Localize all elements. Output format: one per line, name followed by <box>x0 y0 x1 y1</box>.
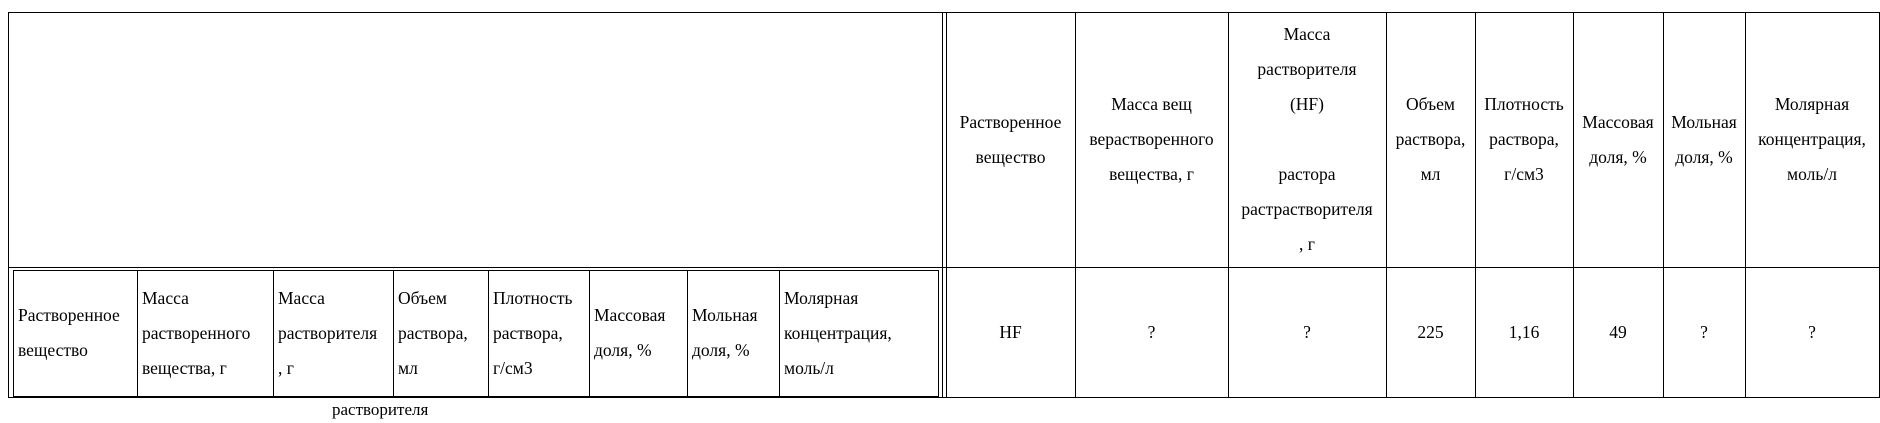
outer-header-cell: Масса растворителя (HF) растора растрастворителя , г <box>1241 24 1373 254</box>
outer-data-cell: ? <box>1700 321 1708 342</box>
outer-data-cell: 225 <box>1417 321 1444 342</box>
outer-bottom-border <box>8 397 1880 398</box>
inner-header-cell: Растворенное вещество <box>18 305 120 360</box>
outer-col-divider <box>942 12 943 398</box>
inner-header-cell: Мольная доля, % <box>692 305 758 360</box>
outer-left-border <box>8 12 9 398</box>
outer-header-cell: Мольная доля, % <box>1671 111 1737 167</box>
outer-data-cell: ? <box>1303 321 1311 342</box>
inner-header-cell: Масса растворителя , г <box>278 287 378 378</box>
outer-header-cell: Массовая доля, % <box>1582 111 1654 167</box>
inner-header-cell: Молярная концентрация, моль/л <box>784 287 892 378</box>
inner-right-border <box>938 270 939 397</box>
outer-header-cell: Масса вещ верастворенного вещества, г <box>1089 94 1214 184</box>
inner-bottom-border <box>13 396 938 397</box>
inner-header-cell: Массовая доля, % <box>594 305 666 360</box>
inner-header-cell: Объем раствора, мл <box>398 287 468 378</box>
outer-header-cell: Молярная концентрация, моль/л <box>1758 94 1866 184</box>
outer-data-cell: ? <box>1147 321 1156 342</box>
outer-header-cell: Плотность раствора, г/см3 <box>1484 94 1564 184</box>
inner-header-cell: Масса растворенного вещества, г <box>142 287 251 378</box>
outer-data-cell: HF <box>999 321 1022 342</box>
outer-header-cell: Растворенное вещество <box>959 111 1062 167</box>
outer-data-cell: 1,16 <box>1508 321 1540 342</box>
inner-header-cell: Плотность раствора, г/см3 <box>493 287 573 378</box>
outer-data-cell: 49 <box>1609 321 1627 342</box>
outer-header-cell: Объем раствора, мл <box>1395 94 1466 184</box>
stray-text: растворителя <box>332 400 429 419</box>
outer-data-cell: ? <box>1808 321 1816 342</box>
